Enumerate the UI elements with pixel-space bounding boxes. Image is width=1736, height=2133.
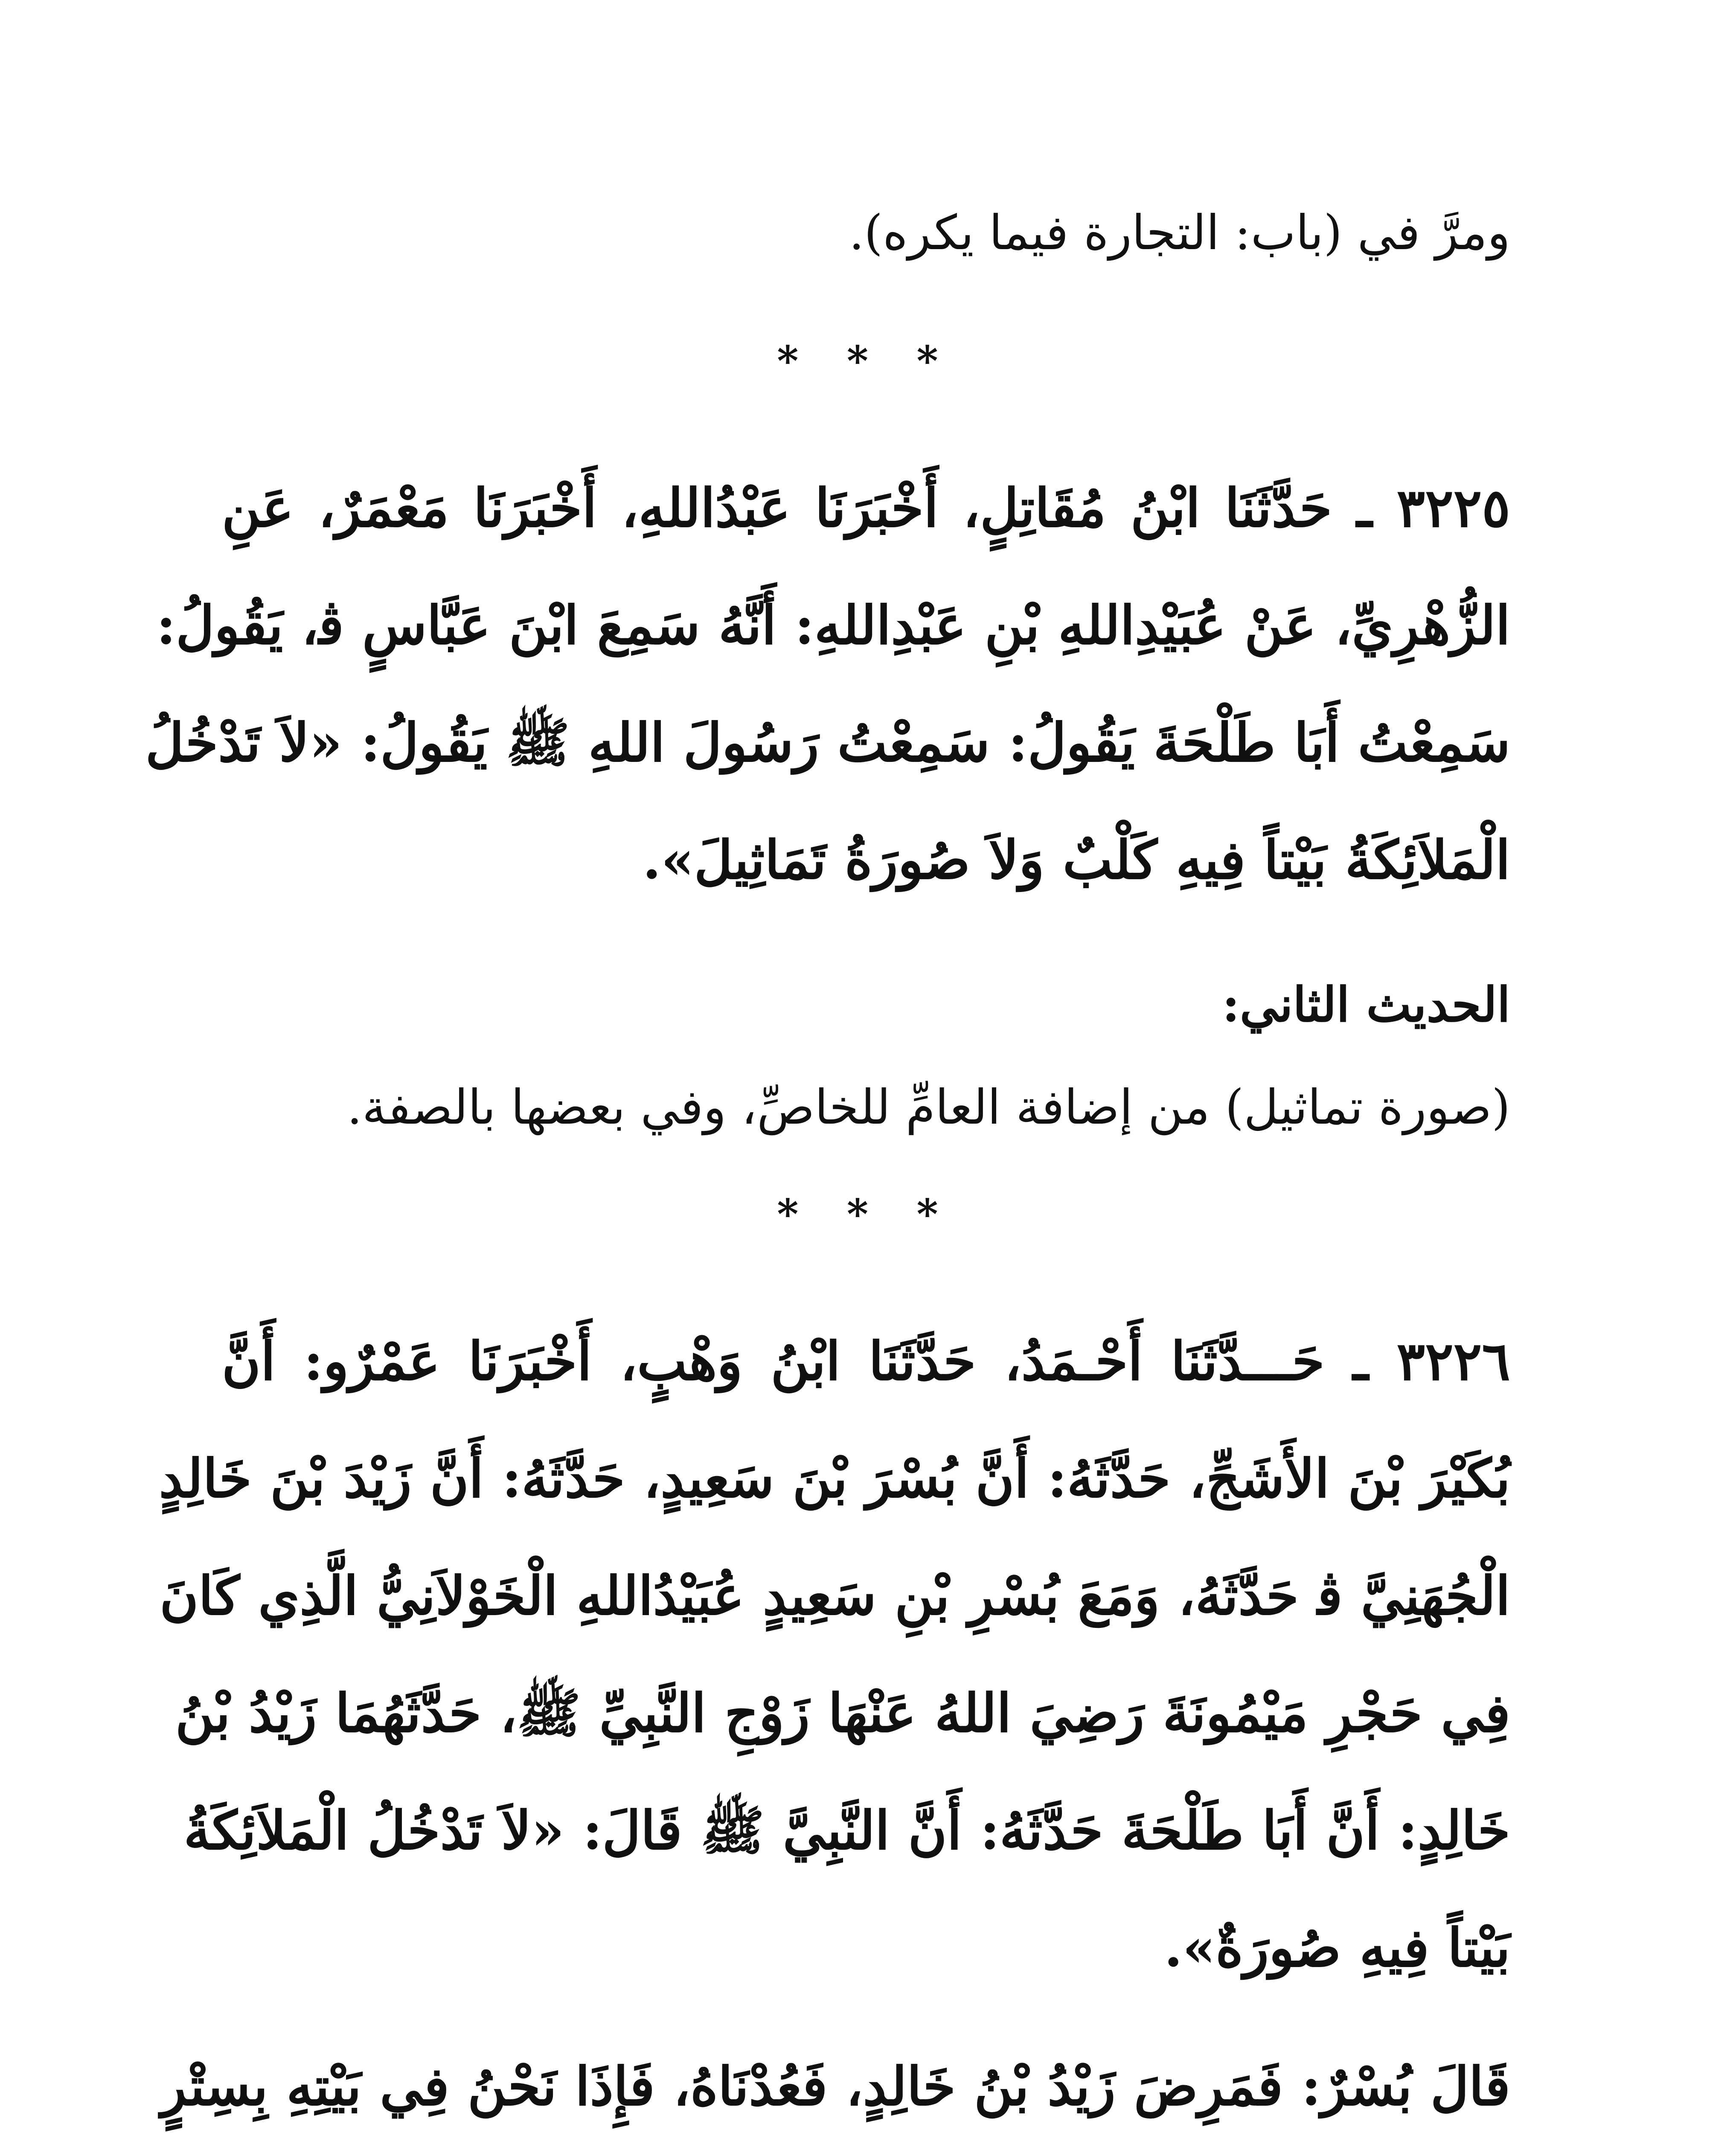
- cross-reference-line: ومرَّ في (باب: التجارة فيما يكره).: [849, 205, 1510, 261]
- hadith-3226-continuation-line-1: قَالَ بُسْرٌ: فَمَرِضَ زَيْدُ بْنُ خَالِدٍ، فَعُدْنَاهُ، فَإِذَا نَحْنُ فِي بَيْتِهِ بِسِتْرٍ: [161, 2056, 1510, 2118]
- hadith-3226-line-4: فِي حَجْرِ مَيْمُونَةَ رَضِيَ اللهُ عَنْهَا زَوْجِ النَّبِيِّ ﷺ، حَدَّثَهُمَا زَيْدُ بْنُ: [175, 1683, 1510, 1744]
- book-page: [145, 0, 1510, 2133]
- hadith-3226-line-5: خَالِدٍ: أَنَّ أَبَا طَلْحَةَ حَدَّثَهُ: أَنَّ النَّبِيَّ ﷺ قَالَ: «لاَ تَدْخُلُ الْمَلاَئِكَةُ: [183, 1800, 1510, 1862]
- hadith-3226-line-6: بَيْتاً فِيهِ صُورَةٌ».: [1164, 1917, 1510, 1979]
- commentary-text: (صورة تماثيل) من إضافة العامِّ للخاصِّ، وفي بعضها بالصفة.: [347, 1080, 1510, 1135]
- section-separator-stars: * * *: [777, 337, 955, 385]
- commentary-heading: الحديث الثاني:: [1222, 977, 1510, 1033]
- hadith-3225-line-1: ٣٢٢٥ ـ حَدَّثَنَا ابْنُ مُقَاتِلٍ، أَخْبَرَنَا عَبْدُاللهِ، أَخْبَرَنَا مَعْمَرٌ، عَنِ: [222, 477, 1510, 539]
- hadith-3225-line-3: سَمِعْتُ أَبَا طَلْحَةَ يَقُولُ: سَمِعْتُ رَسُولَ اللهِ ﷺ يَقُولُ: «لاَ تَدْخُلُ: [145, 712, 1510, 774]
- hadith-3226-line-3: الْجُهَنِيَّ ﭬ حَدَّثَهُ، وَمَعَ بُسْرِ بْنِ سَعِيدٍ عُبَيْدُاللهِ الْخَوْلاَنِيُّ الَّذِي كَانَ: [160, 1565, 1510, 1627]
- hadith-3225-line-2: الزُّهْرِيِّ، عَنْ عُبَيْدِاللهِ بْنِ عَبْدِاللهِ: أَنَّهُ سَمِعَ ابْنَ عَبَّاسٍ ﭬ، يَقُولُ:: [156, 595, 1510, 657]
- hadith-3225-line-4: الْمَلاَئِكَةُ بَيْتاً فِيهِ كَلْبٌ وَلاَ صُورَةُ تَمَاثِيلَ».: [643, 829, 1510, 891]
- hadith-3226-line-1: ٣٢٢٦ ـ حَـــدَّثَنَا أَحْـمَدُ، حَدَّثَنَا ابْنُ وَهْبٍ، أَخْبَرَنَا عَمْرٌو: أَنَّ: [222, 1331, 1510, 1392]
- section-separator-stars-2: * * *: [777, 1190, 955, 1238]
- hadith-3226-line-2: بُكَيْرَ بْنَ الأَشَجِّ، حَدَّثَهُ: أَنَّ بُسْرَ بْنَ سَعِيدٍ، حَدَّثَهُ: أَنَّ زَيْدَ بْنَ خَالِدٍ: [159, 1448, 1510, 1510]
